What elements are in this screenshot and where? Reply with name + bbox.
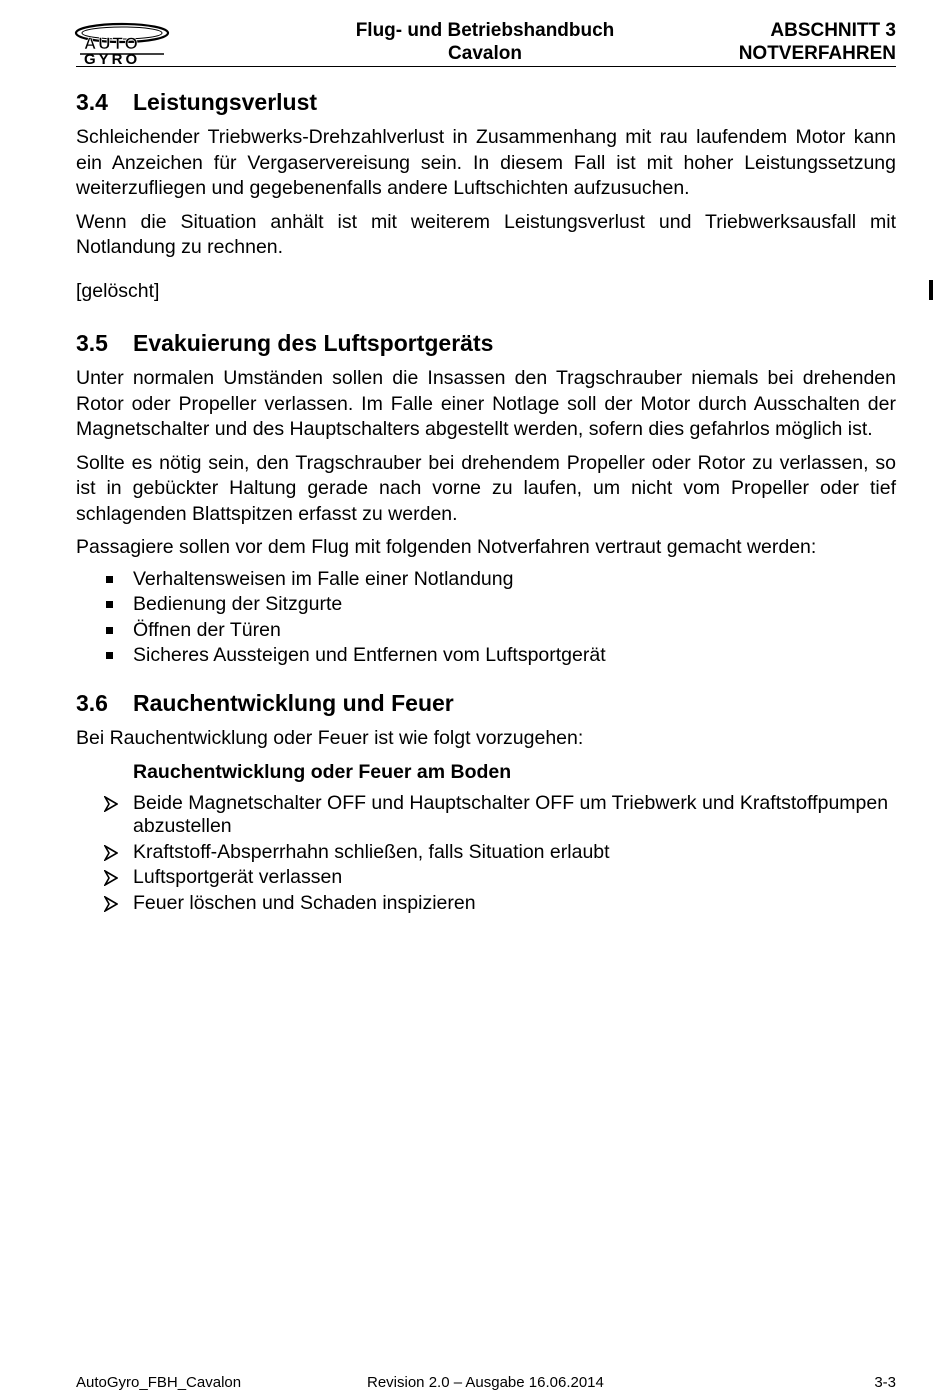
section-heading-3-4 bbox=[76, 88, 896, 116]
arrow-bullet-icon bbox=[104, 896, 118, 912]
section-title: Evakuierung des Luftsportgeräts bbox=[133, 330, 494, 356]
square-bullet-icon bbox=[106, 652, 113, 659]
procedure-step-text: Beide Magnetschalter OFF und Hauptschalter OFF um Triebwerk und Kraftstoffpumpen abzustellen bbox=[133, 791, 889, 837]
list-item bbox=[76, 643, 896, 669]
procedure-steps bbox=[76, 792, 896, 916]
header-divider bbox=[76, 66, 896, 67]
header-section-line2: NOTVERFAHREN bbox=[738, 43, 896, 64]
list-item bbox=[76, 592, 896, 618]
procedure-subheading: Rauchentwicklung oder Feuer am Boden bbox=[133, 761, 512, 783]
bullet-list bbox=[76, 567, 896, 669]
footer-page-number: 3-3 bbox=[874, 1374, 896, 1391]
paragraph: Schleichender Triebwerks-Drehzahlverlust in Zusammenhang mit rau laufendem Motor kann ein Anzeichen für Vergaservereisung sein. In diesem Fall ist mit hoher Leistungssetzung weiterzufliegen und gegebenenfalls andere Luftschichten aufzusuchen. bbox=[76, 126, 896, 199]
list-item-text: Bedienung der Sitzgurte bbox=[133, 593, 343, 615]
paragraph: Unter normalen Umständen sollen die Insassen den Tragschrauber niemals bei drehenden Rotor oder Propeller verlassen. Im Falle einer Notlage soll der Motor durch Ausschalten der Magnetschalter und des Hauptschalters abgestellt werden, sofern dies gefahrlos möglich ist. bbox=[76, 367, 896, 440]
square-bullet-icon bbox=[106, 601, 113, 608]
list-item-text: Öffnen der Türen bbox=[133, 618, 281, 641]
list-item-text: Sicheres Aussteigen und Entfernen vom Luftsportgerät bbox=[133, 644, 606, 666]
section-heading-3-6 bbox=[76, 689, 896, 717]
header-section bbox=[636, 19, 896, 65]
procedure-step-text: Kraftstoff-Absperrhahn schließen, falls Situation erlaubt bbox=[133, 840, 610, 863]
svg-text:GYRO: GYRO bbox=[84, 51, 141, 66]
list-item bbox=[76, 567, 896, 593]
paragraph: Sollte es nötig sein, den Tragschrauber bei drehendem Propeller oder Rotor zu verlassen, so ist in gebückter Haltung gerade nach vorne zu laufen, um nicht vom Propeller oder tief schlagenden Blattspitzen erfasst zu werden. bbox=[76, 451, 896, 525]
deleted-paragraph: [gelöscht] bbox=[76, 279, 160, 302]
paragraph: Wenn die Situation anhält ist mit weiterem Leistungsverlust und Triebwerksausfall mit Notlandung zu rechnen. bbox=[76, 210, 896, 258]
section-title: Leistungsverlust bbox=[133, 89, 318, 115]
procedure-step bbox=[76, 892, 896, 916]
square-bullet-icon bbox=[106, 576, 113, 583]
revision-change-bar bbox=[929, 280, 933, 300]
list-item bbox=[76, 618, 896, 644]
list-item-text: Verhaltensweisen im Falle einer Notlandung bbox=[133, 567, 514, 590]
arrow-bullet-icon bbox=[104, 845, 118, 861]
footer-doc-id: AutoGyro_FBH_Cavalon bbox=[76, 1374, 242, 1391]
procedure-step-text: Luftsportgerät verlassen bbox=[133, 866, 343, 888]
procedure-step-text: Feuer löschen und Schaden inspizieren bbox=[133, 891, 476, 914]
header-title bbox=[320, 19, 650, 65]
autogyro-logo bbox=[72, 16, 172, 66]
header-title-line2: Cavalon bbox=[448, 43, 522, 64]
arrow-bullet-icon bbox=[104, 870, 118, 886]
procedure-step bbox=[76, 866, 896, 890]
section-number: 3.6 bbox=[76, 689, 108, 716]
section-number: 3.4 bbox=[76, 89, 108, 115]
section-number: 3.5 bbox=[76, 330, 108, 356]
paragraph: Passagiere sollen vor dem Flug mit folgenden Notverfahren vertraut gemacht werden: bbox=[76, 536, 817, 558]
procedure-step bbox=[76, 792, 896, 839]
page-content bbox=[76, 88, 896, 917]
section-heading-3-5 bbox=[76, 329, 896, 357]
square-bullet-icon bbox=[106, 627, 113, 634]
header-section-line1: ABSCHNITT 3 bbox=[770, 20, 896, 41]
paragraph: Bei Rauchentwicklung oder Feuer ist wie folgt vorzugehen: bbox=[76, 726, 584, 749]
section-title: Rauchentwicklung und Feuer bbox=[133, 689, 454, 716]
footer-revision: Revision 2.0 – Ausgabe 16.06.2014 bbox=[367, 1374, 604, 1391]
procedure-step bbox=[76, 841, 896, 865]
arrow-bullet-icon bbox=[104, 796, 118, 812]
svg-text:AUTO: AUTO bbox=[84, 34, 140, 53]
header-title-line1: Flug- und Betriebshandbuch bbox=[355, 20, 615, 41]
